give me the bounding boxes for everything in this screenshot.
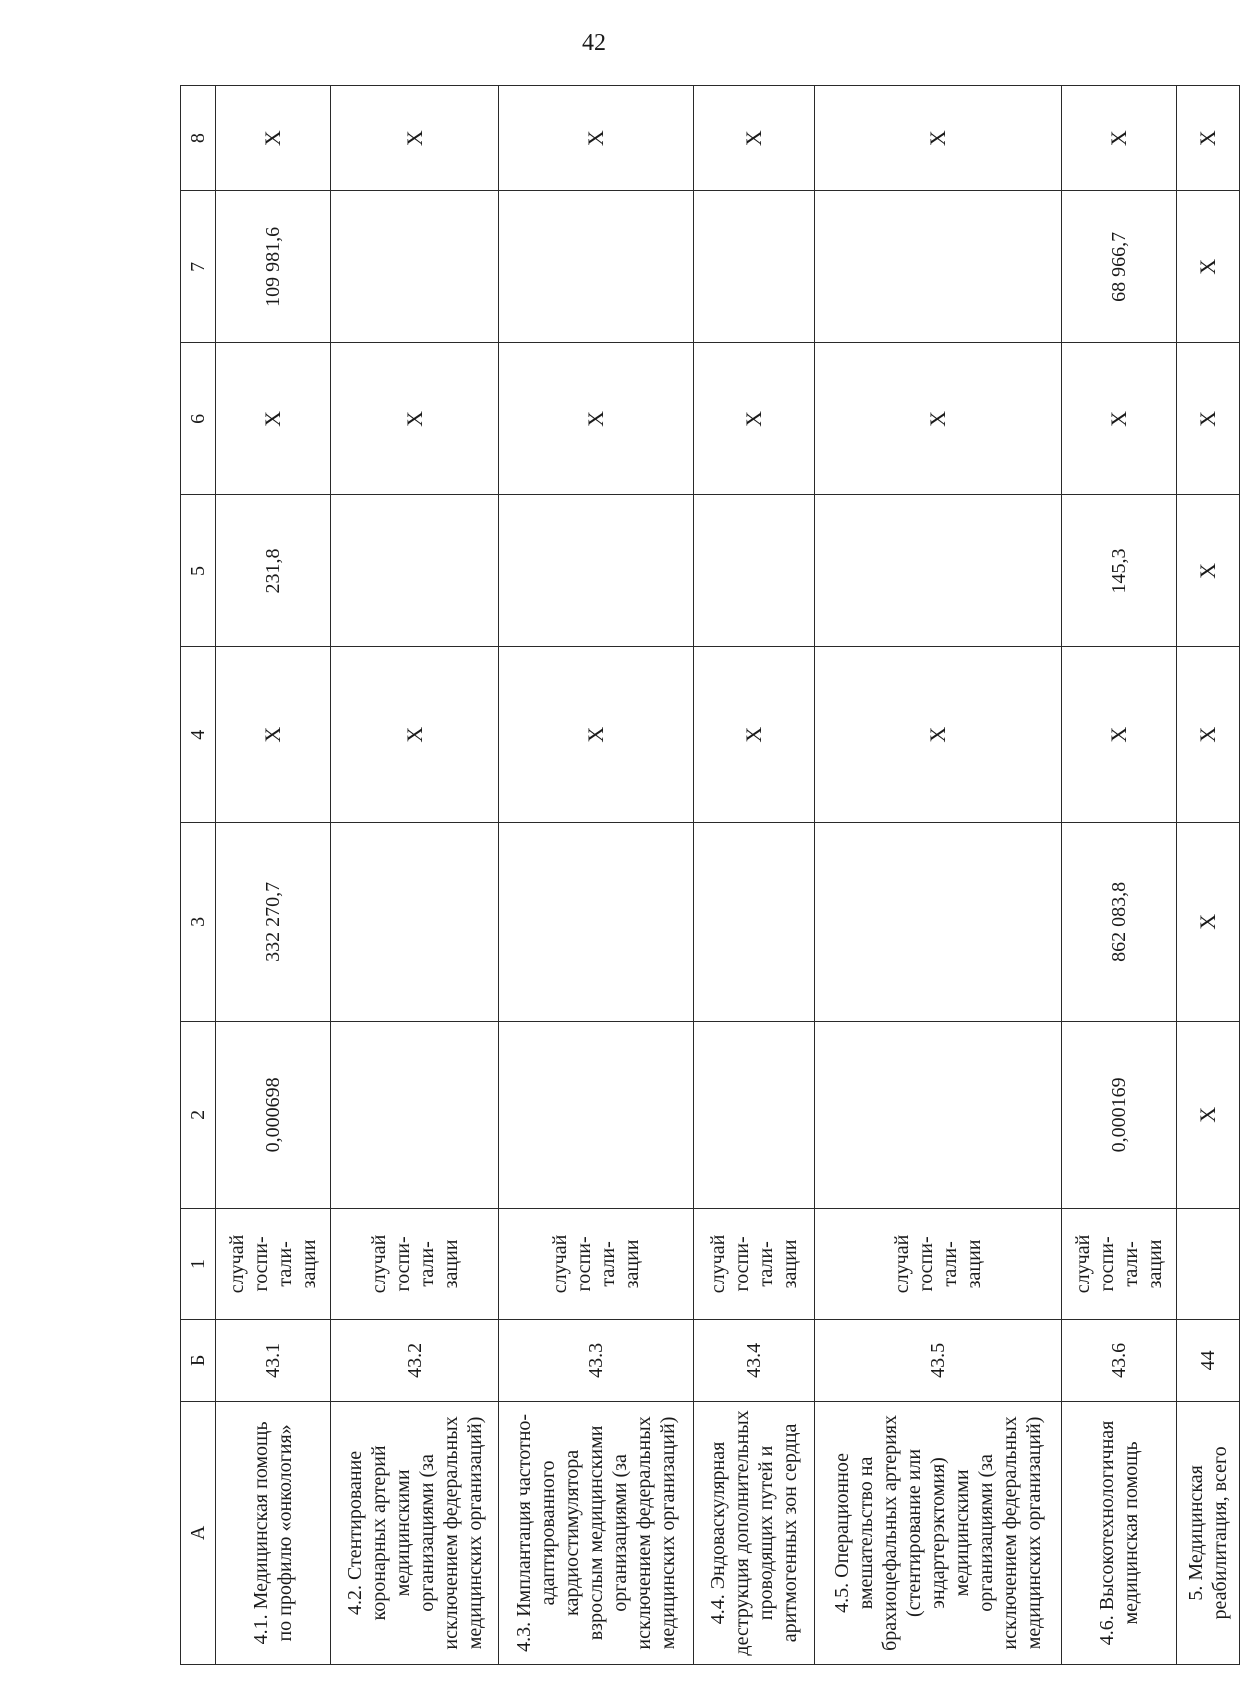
cell-col-2: 0,000169: [1061, 1021, 1176, 1208]
row-description: 4.6. Высокотехнологичная медицинская помощь: [1061, 1401, 1176, 1664]
row-code: 43.5: [814, 1319, 1061, 1401]
cell-col-8: Х: [216, 86, 331, 191]
row-unit: случай госпи-тали-зации: [814, 1208, 1061, 1319]
col-header-4: 4: [181, 647, 216, 822]
cell-col-5: [331, 495, 499, 647]
cell-col-8: Х: [331, 86, 499, 191]
cell-col-6: Х: [499, 343, 693, 495]
col-header-a: А: [181, 1401, 216, 1664]
header-row: [181, 86, 216, 1665]
col-header-3: 3: [181, 822, 216, 1021]
cell-col-7: [814, 191, 1061, 343]
cell-col-7: [331, 191, 499, 343]
page-number: 42: [582, 30, 606, 56]
cell-col-6: Х: [216, 343, 331, 495]
cell-col-4: Х: [814, 647, 1061, 822]
cell-col-7: Х: [1177, 191, 1240, 343]
row-unit: случай госпи-тали-зации: [693, 1208, 814, 1319]
row-description: 4.5. Операционное вмешательство на брахиоцефальных артериях (стентирование или эндартерэктомия) медицинскими организациями (за исключением федеральных медицинских организаций): [814, 1401, 1061, 1664]
row-code: 43.1: [216, 1319, 331, 1401]
cell-col-6: Х: [814, 343, 1061, 495]
cell-col-2: [331, 1021, 499, 1208]
cell-col-7: [499, 191, 693, 343]
col-header-6: 6: [181, 343, 216, 495]
row-code: 43.2: [331, 1319, 499, 1401]
row-description: 5. Медицинская реабилитация, всего: [1177, 1401, 1240, 1664]
cell-col-8: Х: [1061, 86, 1176, 191]
row-unit: случай госпи-тали-зации: [331, 1208, 499, 1319]
col-header-7: 7: [181, 191, 216, 343]
cell-col-3: [331, 822, 499, 1021]
table-row: [1177, 86, 1240, 1665]
cell-col-3: [814, 822, 1061, 1021]
cell-col-6: Х: [693, 343, 814, 495]
cell-col-7: 109 981,6: [216, 191, 331, 343]
cell-col-4: Х: [331, 647, 499, 822]
cell-col-6: Х: [1177, 343, 1240, 495]
cell-col-7: 68 966,7: [1061, 191, 1176, 343]
cell-col-3: 862 083,8: [1061, 822, 1176, 1021]
table-row: [693, 86, 814, 1665]
cell-col-4: Х: [216, 647, 331, 822]
cell-col-4: Х: [693, 647, 814, 822]
col-header-2: 2: [181, 1021, 216, 1208]
cell-col-5: [693, 495, 814, 647]
row-unit: [1177, 1208, 1240, 1319]
cell-col-5: Х: [1177, 495, 1240, 647]
cell-col-3: 332 270,7: [216, 822, 331, 1021]
cell-col-4: Х: [1061, 647, 1176, 822]
row-code: 43.6: [1061, 1319, 1176, 1401]
row-description: 4.3. Имплантация частотно-адаптированного кардиостимулятора взрослым медицинскими организациями (за исключением федеральных медицинских организаций): [499, 1401, 693, 1664]
cell-col-2: [814, 1021, 1061, 1208]
table-area: [180, 85, 1240, 1665]
cell-col-4: Х: [499, 647, 693, 822]
cell-col-2: [499, 1021, 693, 1208]
cell-col-8: Х: [499, 86, 693, 191]
cell-col-5: 231,8: [216, 495, 331, 647]
cell-col-5: 145,3: [1061, 495, 1176, 647]
cell-col-3: Х: [1177, 822, 1240, 1021]
table-row: [216, 86, 331, 1665]
cell-col-3: [693, 822, 814, 1021]
row-unit: случай госпи-тали-зации: [1061, 1208, 1176, 1319]
cell-col-6: Х: [1061, 343, 1176, 495]
cell-col-3: [499, 822, 693, 1021]
row-code: 43.4: [693, 1319, 814, 1401]
cell-col-8: Х: [1177, 86, 1240, 191]
cell-col-8: Х: [814, 86, 1061, 191]
col-header-1: 1: [181, 1208, 216, 1319]
cell-col-5: [499, 495, 693, 647]
cell-col-6: Х: [331, 343, 499, 495]
row-code: 44: [1177, 1319, 1240, 1401]
cell-col-2: 0,000698: [216, 1021, 331, 1208]
table-row: [499, 86, 693, 1665]
table-row: [814, 86, 1061, 1665]
col-header-b: Б: [181, 1319, 216, 1401]
row-description: 4.1. Медицинская помощь по профилю «онкология»: [216, 1401, 331, 1664]
col-header-5: 5: [181, 495, 216, 647]
cell-col-5: [814, 495, 1061, 647]
row-unit: случай госпи-тали-зации: [216, 1208, 331, 1319]
table-row: [1061, 86, 1176, 1665]
data-table: [180, 85, 1240, 1665]
row-description: 4.4. Эндоваскулярная деструкция дополнительных проводящих путей и аритмогенных зон сердца: [693, 1401, 814, 1664]
row-unit: случай госпи-тали-зации: [499, 1208, 693, 1319]
cell-col-8: Х: [693, 86, 814, 191]
row-description: 4.2. Стентирование коронарных артерий медицинскими организациями (за исключением федеральных медицинских организаций): [331, 1401, 499, 1664]
col-header-8: 8: [181, 86, 216, 191]
cell-col-2: [693, 1021, 814, 1208]
cell-col-2: Х: [1177, 1021, 1240, 1208]
row-code: 43.3: [499, 1319, 693, 1401]
rotated-table-container: [180, 85, 1240, 1665]
cell-col-4: Х: [1177, 647, 1240, 822]
cell-col-7: [693, 191, 814, 343]
table-row: [331, 86, 499, 1665]
